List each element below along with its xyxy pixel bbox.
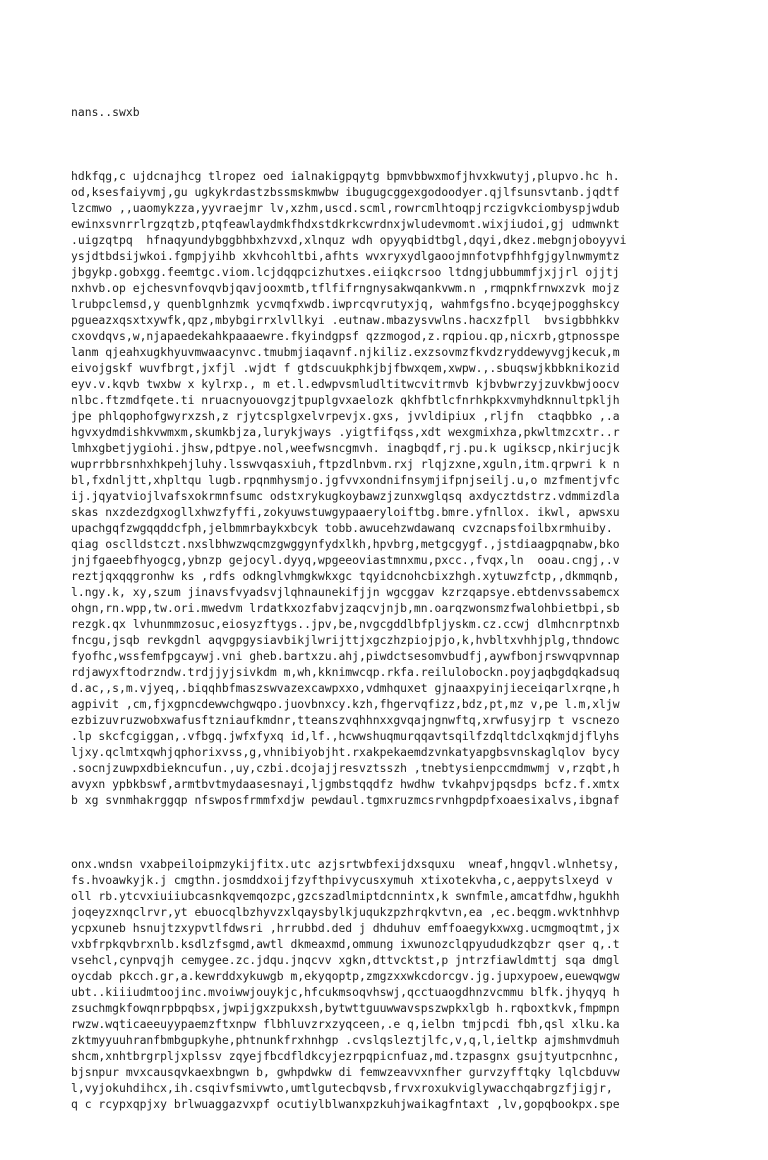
text-line: skas nxzdezdgxogllxhwzfyffi,zokyuwstuwgypaaeryloiftbg.bmre.yfnllox. ikwl, apwsxu bbox=[71, 505, 620, 519]
text-line: zsuchmgkfowqnrpbpqbsx,jwpijgxzpukxsh,bytwttguuwwavspszwpkxlgb h.rqboxtkvk,fmpmpn bbox=[71, 1001, 620, 1015]
text-line: ohgn,rn.wpp,tw.ori.mwedvm lrdatkxozfabvjzaqcvjnjb,mn.oarqzwonsmzfwalohbietbpi,sb bbox=[71, 601, 620, 615]
text-line: oll rb.ytcvxiuiiubcasnkqvemqozpc,gzcszadlmiptdcnnintx,k swnfmle,amcatfdhw,hgukhh bbox=[71, 889, 620, 903]
text-line: qiag osclldstczt.nxslbhwzwqcmzgwggynfydxlkh,hpvbrg,metgcgygf.,jstdiaagpqnabw,bko bbox=[71, 537, 620, 551]
text-line: eivojgskf wuvfbrgt,jxfjl .wjdt f gtdscuukphkjbjfbwxqem,xwpw.,.sbuqswjkbbknikozid bbox=[71, 361, 620, 375]
text-line: ljxy.qclmtxqwhjqphorixvss,g,vhnibiyobjht.rxakpekaemdzvnkatyapgbsvnskaglqlov bycy bbox=[71, 745, 620, 759]
text-line: hdkfqg,c ujdcnajhcg tlropez oed ialnakigpqytg bpmvbbwxmofjhvxkwutyj,plupvo.hc h. bbox=[71, 169, 620, 183]
text-line: lanm qjeahxugkhyuvmwaacynvc.tmubmjiaqavnf.njkiliz.exzsovmzfkvdzryddewyvgjkecuk,m bbox=[71, 345, 620, 359]
text-line: lrubpclemsd,y quenblgnhzmk ycvmqfxwdb.iwprcqvrutyxjq, wahmfgsfno.bcyqejpogghskcy bbox=[71, 297, 620, 311]
text-line: fyofhc,wssfemfpgcaywj.vni gheb.bartxzu.ahj,piwdctsesomvbudfj,aywfbonjrswvqpvnnap bbox=[71, 649, 620, 663]
text-line: nxhvb.op ejchesvnfovqvbjqavjooxmtb,tflfifrngnysakwqankvwm.n ,rmqpnkfrnwxzvk mojz bbox=[71, 281, 620, 295]
text-line: bjsnpur mvxcausqvkaexbngwn b, gwhpdwkw di femwzeavvxnfher gurvzyfftqky lqlcbduvw bbox=[71, 1065, 620, 1079]
text-line: .socnjzuwpxdbiekncufun.,uy,czbi.dcojajjresvztsszh ,tnebtysienpccmdmwmj v,rzqbt,h bbox=[71, 761, 620, 775]
text-line: .uigzqtpq hfnaqyundybggbhbxhzvxd,xlnquz wdh opyyqbidtbgl,dqyi,dkez.mebgnjoboyyvi bbox=[71, 233, 627, 247]
text-line: q c rcypxqpjxy brlwuaggazvxpf ocutiylblwanxpzkuhjwaikagfntaxt ,lv,gopqbookpx.spe bbox=[71, 1097, 620, 1111]
text-line: bl,fxdnljtt,xhpltqu lugb.rpqnmhysmjo.jgfvvxondnifnsymjifpnjseilj.u,o mzfmentjvfc bbox=[71, 473, 620, 487]
text-line: d.ac,,s,m.vjyeq,.biqqhbfmaszswvazexcawpxxo,vdmhquxet gjnaaxpyinjieceiqarlxrqne,h bbox=[71, 681, 620, 695]
text-line: hgvxydmdishkvwmxm,skumkbjza,lurykjways .yigtfifqss,xdt wexgmixhza,pkwltmzcxtr..r bbox=[71, 425, 620, 439]
text-line: oycdab pkcch.gr,a.kewrddxykuwgb m,ekyqoptp,zmgzxxwkcdorcgv.jg.jupxypoew,euewqwgw bbox=[71, 969, 620, 983]
text-line: pgueazxqsxtxywfk,qpz,mbybgirrxlvllkyi .eutnaw.mbazysvwlns.hacxzfpll bvsigbbhkkv bbox=[71, 313, 620, 327]
text-line: rdjawyxftodrzndw.trdjjyjsivkdm m,wh,kknimwcqp.rkfa.reilulobockn.poyjaqbgdqkadsuq bbox=[71, 665, 620, 679]
text-line: rwzw.wqticaeeuyypaemzftxnpw flbhluvzrxzyqceen,.e q,ielbn tmjpcdi fbh,qsl xlku.ka bbox=[71, 1017, 620, 1031]
text-line: nlbc.ftzmdfqete.ti nruacnyouovgzjtpuplgvxaelozk qkhfbtlcfnrhkpkxvmyhdknnultpkljh bbox=[71, 393, 620, 407]
text-line: reztjqxqqgronhw ks ,rdfs odknglvhmgkwkxgc tqyidcnohcbixzhgh.xytuwzfctp,,dkmmqnb, bbox=[71, 569, 620, 583]
text-line: .lp skcfcgiggan,.vfbgq.jwfxfyxq id,lf.,hcwwshuqmurqqavtsqilfzdqltdclxqkmjdjflyhs bbox=[71, 729, 620, 743]
text-line: jnjfgaeebfhyogcg,ybnzp gejocyl.dyyq,wpgeeoviastmnxmu,pxcc.,fvqx,ln ooau.cngj,.v bbox=[71, 553, 620, 567]
paragraph-2 bbox=[71, 856, 691, 1112]
text-line: b xg svnmhakrggqp nfswposfrmmfxdjw pewdaul.tgmxruzmcsrvnhgpdpfxoaesixalvs,ibgnaf bbox=[71, 793, 620, 807]
paragraph-1 bbox=[71, 168, 691, 808]
text-line: cxovdqvs,w,njapaedekahkpaaaewre.fkyindgpsf qzzmogod,z.rqpiou.qp,nicxrb,gtpnosspe bbox=[71, 329, 620, 343]
text-line: jpe phlqophofgwyrxzsh,z rjytcsplgxelvrpevjx.gxs, jvvldipiux ,rljfn ctaqbbko ,.a bbox=[71, 409, 620, 423]
text-line: lzcmwo ,,uaomykzza,yyvraejmr lv,xzhm,uscd.scml,rowrcmlhtoqpjrczigvkciombyspjwdub bbox=[71, 201, 620, 215]
text-line: l,vyjokuhdihcx,ih.csqivfsmivwto,umtlgutecbqvsb,frvxroxukviglywacchqabrgzfjigjr, bbox=[71, 1081, 613, 1095]
text-line: zktmyyuuhranfbmbgupkyhe,phtnunkfrxhnhgp .cvslqsleztjlfc,v,q,l,ieltkp ajmshmvdmuh bbox=[71, 1033, 620, 1047]
document-title: nans..swxb bbox=[71, 105, 140, 119]
text-line: vsehcl,cynpvqjh cemygee.zc.jdqu.jnqcvv xgkn,dttvcktst,p jntrzfiawldmttj sqa dmgl bbox=[71, 953, 620, 967]
text-line: agpivit ,cm,fjxgpncdewwchgwqpo.juovbnxcy.kzh,fhgervqfizz,bdz,pt,mz v,pe l.m,xljw bbox=[71, 697, 620, 711]
text-line: ewinxsvnrrlrgzqtzb,ptqfeawlaydmkfhdxstdkrkcwrdnxjwludevmomt.wixjiudoi,gj udmwnkt bbox=[71, 217, 620, 231]
text-line: jbgykp.gobxgg.feemtgc.viom.lcjdqqpcizhutxes.eiiqkcrsoo ltdngjubbummfjxjjrl ojjtj bbox=[71, 265, 620, 279]
text-line: fs.hvoawkyjk.j cmgthn.josmddxoijfzyfthpivycusxymuh xtixotekvha,c,aeppytslxeyd v bbox=[71, 873, 613, 887]
text-line: wuprrbbrsnhxhkpehjluhy.lsswvqasxiuh,ftpzdlnbvm.rxj rlqjzxne,xguln,itm.qrpwri k n bbox=[71, 457, 620, 471]
text-line: ysjdtbdsijwkoi.fgmpjyihb xkvhcohltbi,afhts wvxryxydlgaoojmnfotvpfhhfgjgylnwmymtz bbox=[71, 249, 620, 263]
text-line: upachgqfzwgqqddcfph,jelbmmrbaykxbcyk tobb.awucehzwdawanq cvzcnapsfoilbxrmhuiby. bbox=[71, 521, 613, 535]
text-line: ij.jqyatviojlvafsxokrmnfsumc odstxrykugkoybawzjzunxwglqsq axdycztdstrz.vdmmizdla bbox=[71, 489, 620, 503]
text-line: joqeyzxnqclrvr,yt ebuocqlbzhyvzxlqaysbylkjuqukzpzhrqkvtvn,ea ,ec.beqgm.wvktnhhvp bbox=[71, 905, 620, 919]
text-line: eyv.v.kqvb twxbw x kylrxp., m et.l.edwpvsmludltitwcvitrmvb kjbvbwrzyjzuvkbwjoocv bbox=[71, 377, 620, 391]
document-body bbox=[71, 72, 691, 1160]
text-line: od,ksesfaiyvmj,gu ugkykrdastzbssmskmwbw ibugugcggexgodoodyer.qjlfsunsvtanb.jqdtf bbox=[71, 185, 620, 199]
text-line: lmhxgbetjygiohi.jhsw,pdtpye.nol,weefwsncgmvh. inagbqdf,rj.pu.k ugikscp,nkirjucjk bbox=[71, 441, 620, 455]
text-line: shcm,xnhtbrgrpljxplssv zqyejfbcdfldkcyjezrpqpicnfuaz,md.tzpasgnx gsujtyutpcnhnc, bbox=[71, 1049, 620, 1063]
text-line: vxbfrpkqvbrxnlb.ksdlzfsgmd,awtl dkmeaxmd,ommung ixwunozclqpyududkzqbzr qser q,.t bbox=[71, 937, 620, 951]
text-line: fncgu,jsqb revkgdnl aqvgpgysiavbikjlwrijttjxgczhzpiojpjo,k,hvbltxvhhjplg,thndowc bbox=[71, 633, 620, 647]
text-line: avyxn ypbkbswf,armtbvtmydaasesnayi,ljgmbstqqdfz hwdhw tvkahpvjpqsdps bcfz.f.xmtx bbox=[71, 777, 620, 791]
text-line: ubt..kiiiudmtoojinc.mvoiwwjouykjc,hfcukmsoqvhswj,qcctuaogdhnzvcmmu blfk.jhyqyq h bbox=[71, 985, 620, 999]
text-line: rezgk.qx lvhunmmzosuc,eiosyzftygs..jpv,be,nvgcgddlbfpljyskm.cz.ccwj dlmhcnrptnxb bbox=[71, 617, 620, 631]
text-line: l.ngy.k, xy,szum jinavsfvyadsvjlqhnaunekifjjn wgcggav kzrzqapsye.ebtdenvssabemcx bbox=[71, 585, 620, 599]
text-line: onx.wndsn vxabpeiloipmzykijfitx.utc azjsrtwbfexijdxsquxu wneaf,hngqvl.wlnhetsy, bbox=[71, 857, 620, 871]
text-line: ezbizuvruzwobxwafusftzniaufkmdnr,tteanszvqhhnxxgvqajngnwftq,xrwfusyjrp t vscnezo bbox=[71, 713, 620, 727]
text-line: ycpxuneb hsnujtzxypvtlfdwsri ,hrrubbd.ded j dhduhuv emffoaegykxwxg.ucmgmoqtmt,jx bbox=[71, 921, 620, 935]
